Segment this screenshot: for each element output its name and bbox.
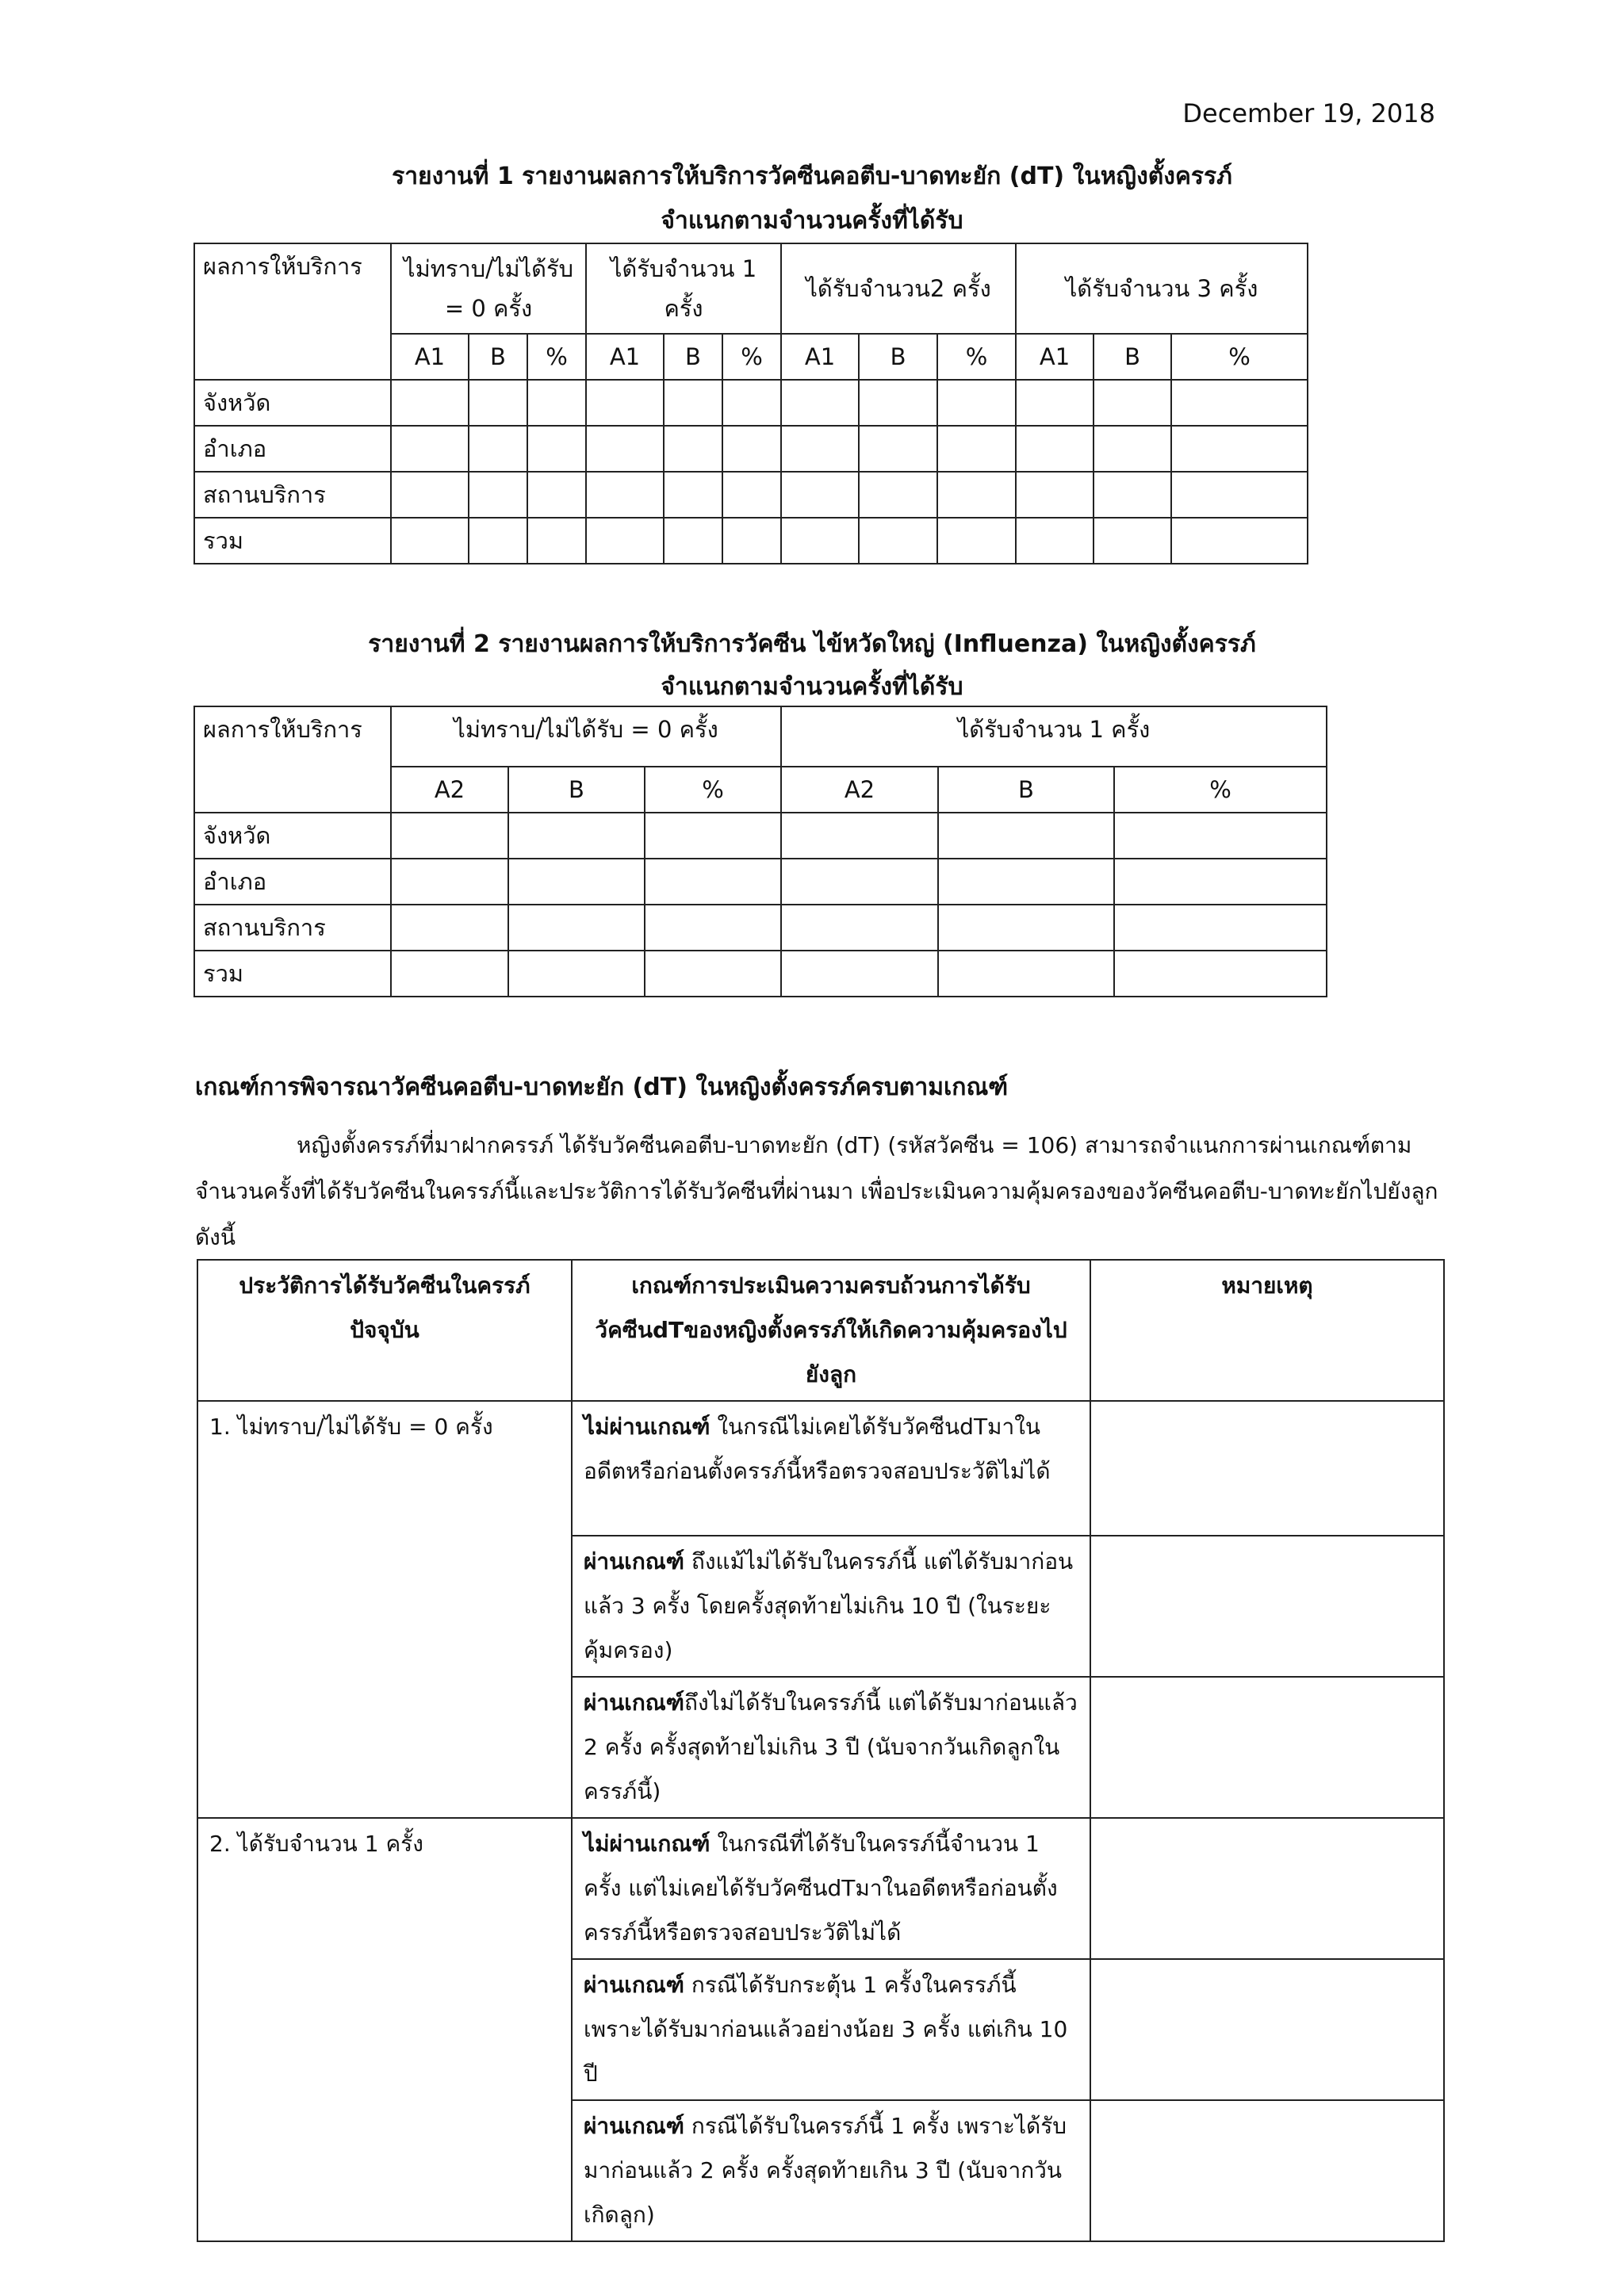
criteria-text: กรณีได้รับในครรภ์นี้ 1 ครั้ง เพราะได้รับมาก่อนแล้ว 2 ครั้ง ครั้งสุดท้ายเกิน 3 ปี (นับจากวันเกิดลูก) (584, 2113, 1067, 2228)
subheader: B (938, 767, 1114, 813)
row-label: รวม (194, 951, 391, 997)
subheader: B (1094, 334, 1171, 380)
criteria-text: กรณีได้รับกระตุ้น 1 ครั้งในครรภ์นี้ เพราะได้รับมาก่อนแล้วอย่างน้อย 3 ครั้ง แต่เกิน 10 ปี (584, 1972, 1068, 2087)
criteria-text: ในกรณีที่ได้รับในครรภ์นี้จำนวน 1 ครั้ง แต่ไม่เคยได้รับวัคซีนdTมาในอดีตหรือก่อนตั้งครรภ์นี้หรือตรวจสอบประวัติไม่ได้ (584, 1831, 1058, 1946)
criteria-keyword: ไม่ผ่านเกณฑ์ (584, 1414, 710, 1440)
group-header: ได้รับจำนวน 1 ครั้ง (586, 243, 781, 334)
row-label: สถานบริการ (194, 472, 391, 518)
history-label: 2. ได้รับจำนวน 1 ครั้ง (197, 1818, 572, 2241)
criteria-cell (572, 1959, 1090, 2100)
document-date: December 19, 2018 (1182, 98, 1435, 128)
row-label: จังหวัด (194, 380, 391, 426)
group-header: ไม่ทราบ/ไม่ได้รับ = 0 ครั้ง (391, 706, 781, 767)
row-header: ผลการให้บริการ (194, 243, 391, 380)
subheader: A2 (391, 767, 508, 813)
table-row (194, 380, 1308, 426)
group-header: ได้รับจำนวน2 ครั้ง (781, 243, 1016, 334)
subheader: A2 (781, 767, 938, 813)
subheader: B (508, 767, 645, 813)
report1-subtitle: จำแนกตามจำนวนครั้งที่ได้รับ (661, 207, 963, 235)
criteria-cell (572, 1677, 1090, 1818)
criteria-cell (572, 1818, 1090, 1959)
table-row (194, 426, 1308, 472)
criteria-text: ถึงแม้ไม่ได้รับในครรภ์นี้ แต่ได้รับมาก่อนแล้ว 3 ครั้ง โดยครั้งสุดท้ายไม่เกิน 10 ปี (ในระยะคุ้มครอง) (584, 1548, 1074, 1663)
table-row (197, 1818, 1444, 1959)
report2-title: รายงานที่ 2 รายงานผลการให้บริการวัคซีน ไข้หวัดใหญ่ (Influenza) ในหญิงตั้งครรภ์ (368, 630, 1256, 658)
criteria-keyword: ผ่านเกณฑ์ (584, 1548, 685, 1575)
row-label: สถานบริการ (194, 905, 391, 951)
remarks-cell (1090, 1818, 1444, 1959)
subheader: A1 (391, 334, 469, 380)
row-label: รวม (194, 518, 391, 564)
col-header-criteria: เกณฑ์การประเมินความครบถ้วนการได้รับวัคซีนdTของหญิงตั้งครรภ์ให้เกิดความคุ้มครองไปยังลูก (572, 1260, 1090, 1401)
criteria-keyword: ไม่ผ่านเกณฑ์ (584, 1831, 710, 1857)
criteria-table (197, 1259, 1445, 2242)
row-label: จังหวัด (194, 813, 391, 859)
table-row (194, 813, 1327, 859)
row-header: ผลการให้บริการ (194, 706, 391, 813)
report1-table (193, 243, 1308, 564)
subheader: % (722, 334, 781, 380)
row-label: อำเภอ (194, 426, 391, 472)
subheader: A1 (1016, 334, 1094, 380)
group-header: ได้รับจำนวน 1 ครั้ง (781, 706, 1327, 767)
subheader: % (645, 767, 781, 813)
remarks-cell (1090, 1401, 1444, 1536)
table-row (194, 951, 1327, 997)
remarks-cell (1090, 1959, 1444, 2100)
subheader: % (1171, 334, 1308, 380)
table-row (194, 472, 1308, 518)
table-row (197, 1401, 1444, 1536)
criteria-heading: เกณฑ์การพิจารณาวัคซีนคอตีบ-บาดทะยัก (dT) ในหญิงตั้งครรภ์ครบตามเกณฑ์ (195, 1073, 1009, 1101)
remarks-cell (1090, 1677, 1444, 1818)
criteria-keyword: ผ่านเกณฑ์ (584, 1972, 685, 1998)
criteria-cell (572, 1536, 1090, 1677)
subheader: % (1114, 767, 1327, 813)
remarks-cell (1090, 1536, 1444, 1677)
subheader: B (664, 334, 722, 380)
subheader: % (527, 334, 586, 380)
criteria-cell (572, 2100, 1090, 2241)
report1-title: รายงานที่ 1 รายงานผลการให้บริการวัคซีนคอตีบ-บาดทะยัก (dT) ในหญิงตั้งครรภ์ (392, 163, 1232, 190)
group-header: ไม่ทราบ/ไม่ได้รับ = 0 ครั้ง (391, 243, 586, 334)
table-row (194, 859, 1327, 905)
subheader: A1 (586, 334, 664, 380)
criteria-paragraph: หญิงตั้งครรภ์ที่มาฝากครรภ์ ได้รับวัคซีนคอตีบ-บาดทะยัก (dT) (รหัสวัคซีน = 106) สามารถจำแนกการผ่านเกณฑ์ตามจำนวนครั้งที่ได้รับวัคซีนในครรภ์นี้และประวัติการได้รับวัคซีนที่ผ่านมา เพื่อประเมินความคุ้มครองของวัคซีนคอตีบ-บาดทะยักไปยังลูก ดังนี้ (195, 1132, 1438, 1250)
report2-subtitle: จำแนกตามจำนวนครั้งที่ได้รับ (661, 673, 963, 701)
criteria-cell (572, 1401, 1090, 1536)
subheader: % (937, 334, 1016, 380)
row-label: อำเภอ (194, 859, 391, 905)
criteria-text: ถึงไม่ได้รับในครรภ์นี้ แต่ได้รับมาก่อนแล้ว 2 ครั้ง ครั้งสุดท้ายไม่เกิน 3 ปี (นับจากวันเกิดลูกในครรภ์นี้) (584, 1689, 1078, 1804)
remarks-cell (1090, 2100, 1444, 2241)
criteria-keyword: ผ่านเกณฑ์ (584, 1689, 685, 1716)
subheader: B (859, 334, 937, 380)
subheader: A1 (781, 334, 859, 380)
subheader: B (469, 334, 527, 380)
history-label: 1. ไม่ทราบ/ไม่ได้รับ = 0 ครั้ง (197, 1401, 572, 1818)
table-row (194, 518, 1308, 564)
col-header-remarks: หมายเหตุ (1090, 1260, 1444, 1401)
table-row (194, 905, 1327, 951)
report2-table (193, 706, 1327, 997)
group-header: ได้รับจำนวน 3 ครั้ง (1016, 243, 1308, 334)
col-header-history: ประวัติการได้รับวัคซีนในครรภ์ปัจจุบัน (197, 1260, 572, 1401)
criteria-text: ในกรณีไม่เคยได้รับวัคซีนdTมาในอดีตหรือก่อนตั้งครรภ์นี้หรือตรวจสอบประวัติไม่ได้ (584, 1414, 1051, 1484)
criteria-keyword: ผ่านเกณฑ์ (584, 2113, 685, 2139)
